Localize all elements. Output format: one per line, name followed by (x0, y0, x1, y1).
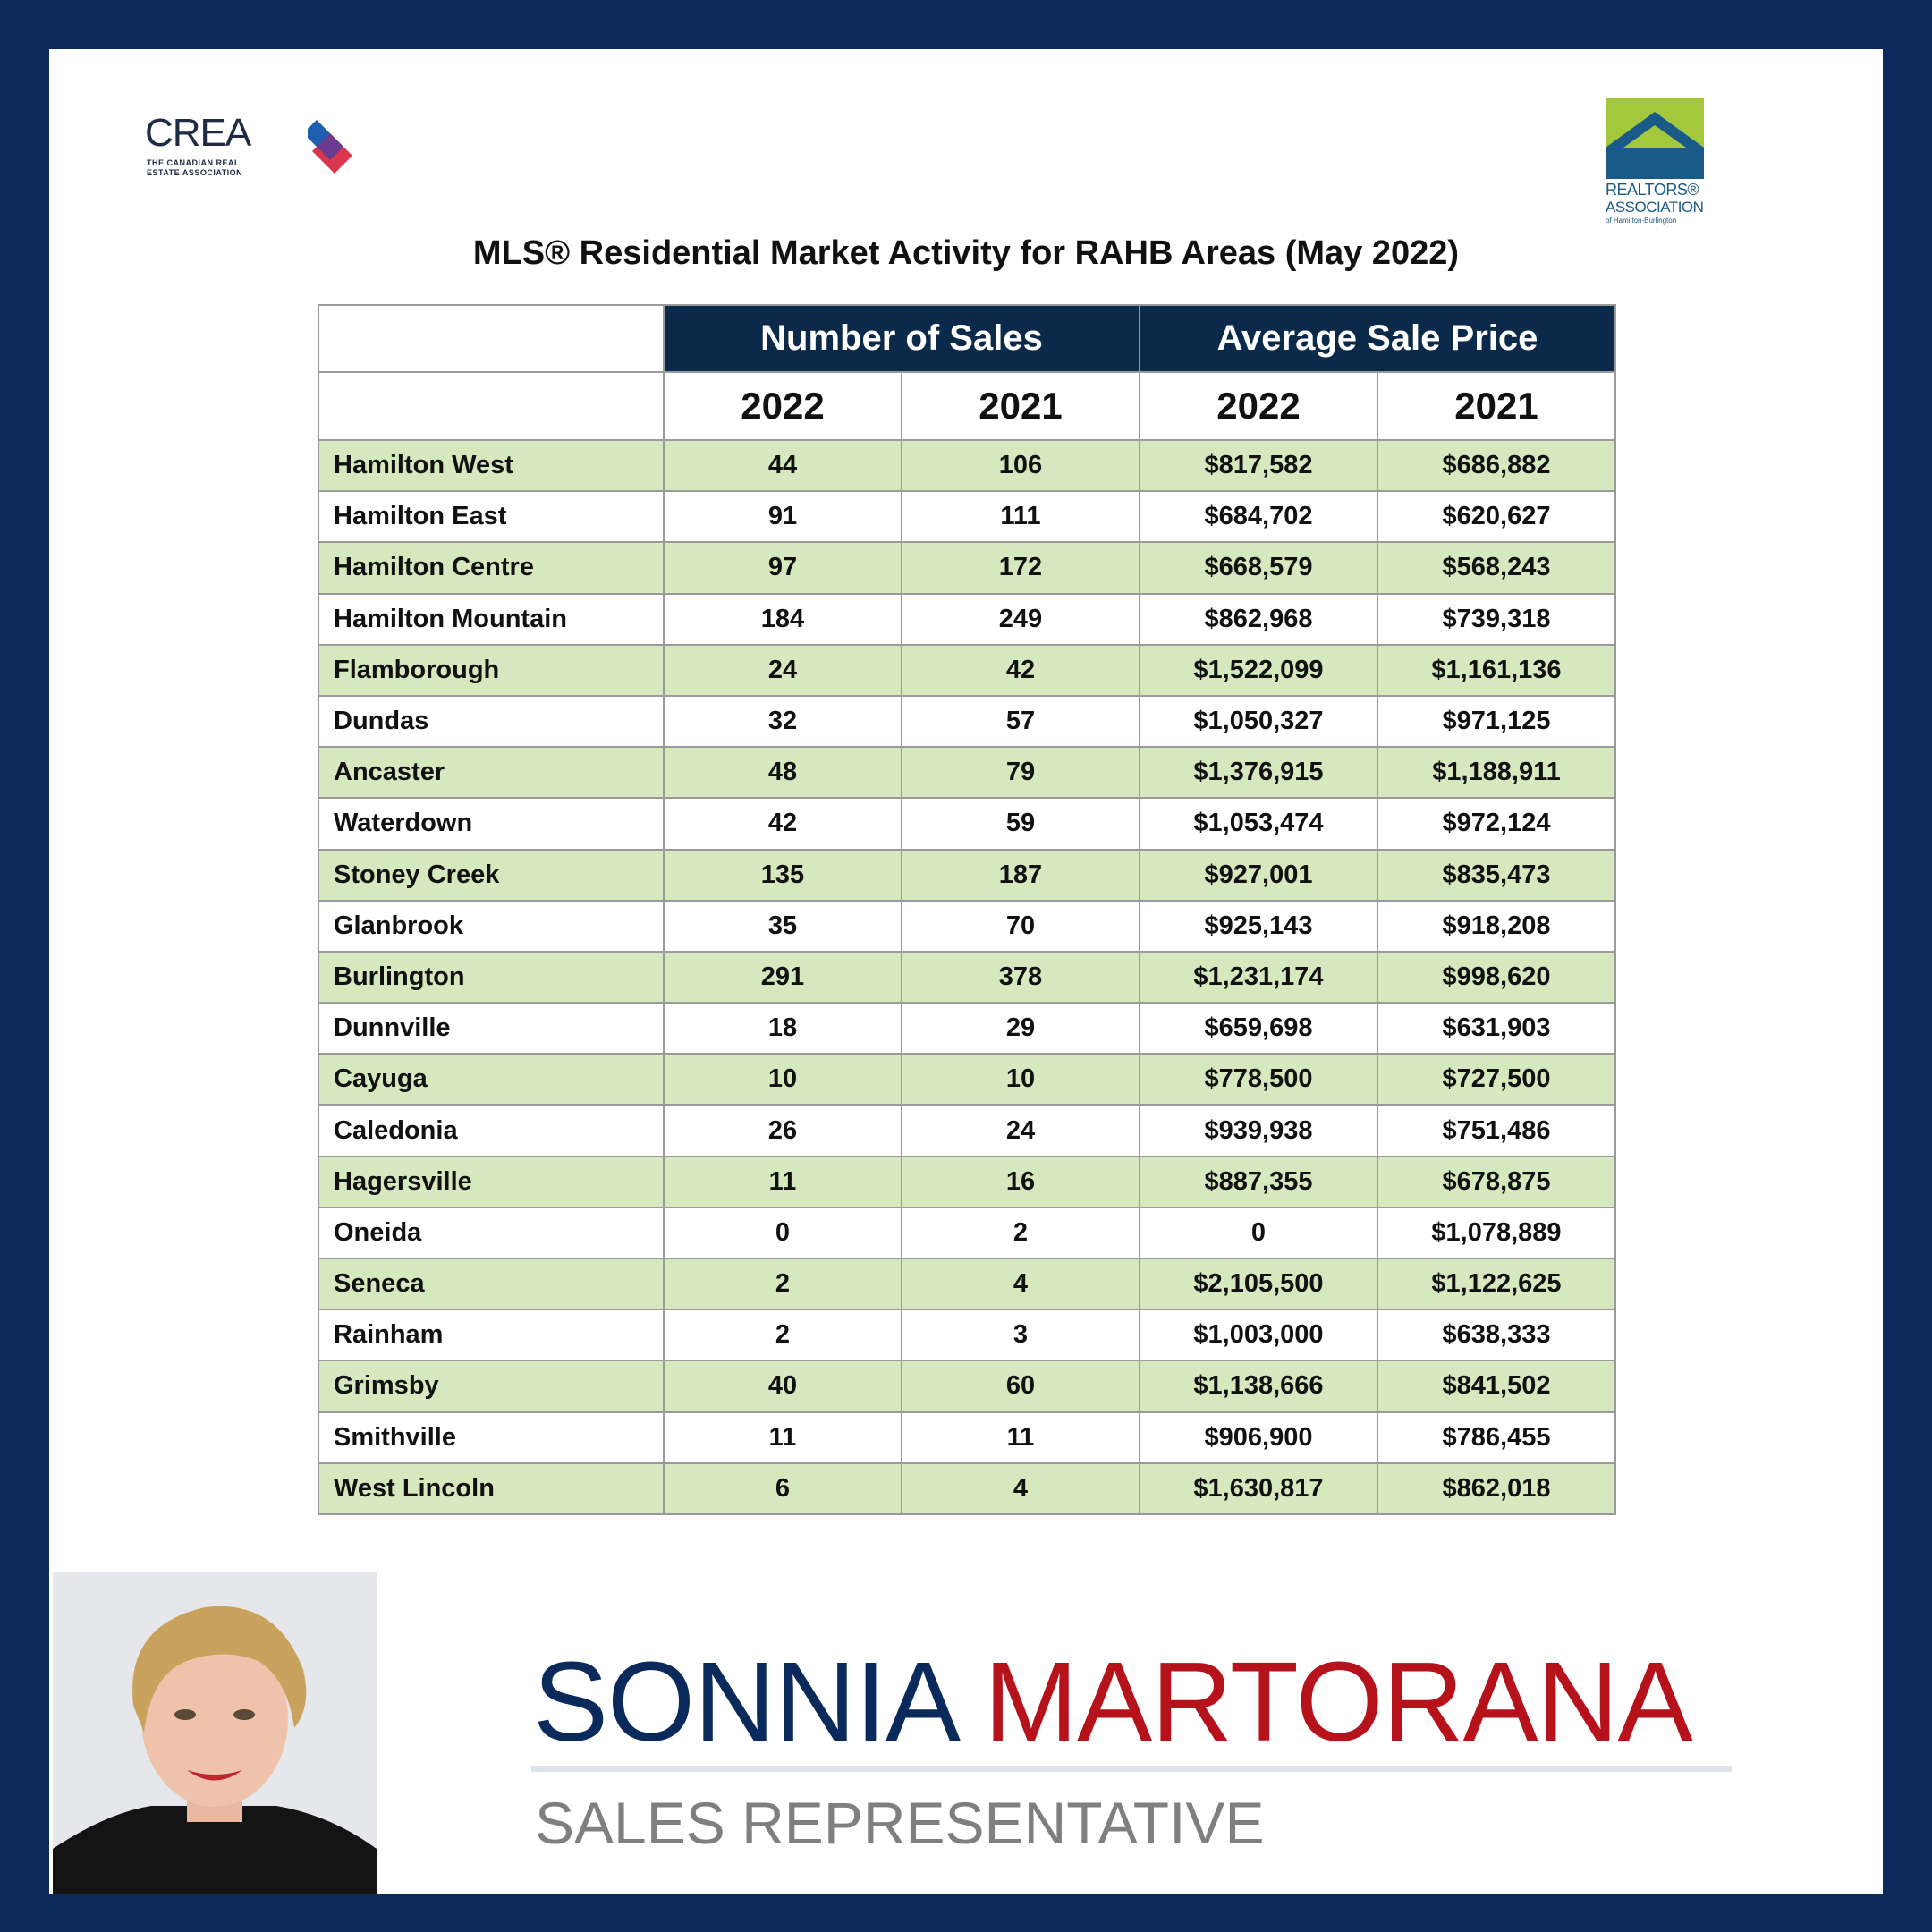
agent-name (533, 1637, 1692, 1767)
value-cell: $678,875 (1377, 1157, 1615, 1208)
table-row (318, 1003, 1615, 1054)
area-name-cell: Caledonia (318, 1105, 664, 1156)
value-cell: $998,620 (1377, 952, 1615, 1003)
table-row (318, 1054, 1615, 1105)
value-cell: 10 (664, 1054, 902, 1105)
table-row (318, 747, 1615, 798)
area-name-cell: Cayuga (318, 1054, 664, 1105)
table-row (318, 594, 1615, 645)
value-cell: 29 (902, 1003, 1140, 1054)
empty-year-cell (318, 372, 664, 440)
value-cell: 172 (902, 542, 1140, 593)
value-cell: 187 (902, 850, 1140, 901)
value-cell: $927,001 (1140, 850, 1377, 901)
table-row (318, 1208, 1615, 1258)
value-cell: $568,243 (1377, 542, 1615, 593)
value-cell: 18 (664, 1003, 902, 1054)
value-cell: $841,502 (1377, 1360, 1615, 1411)
value-cell: 57 (902, 696, 1140, 747)
crea-diamond-icon (308, 120, 352, 174)
page-title: MLS® Residential Market Activity for RAHB Areas (May 2022) (472, 234, 1460, 272)
area-name-cell: Oneida (318, 1208, 664, 1258)
value-cell: 97 (664, 542, 902, 593)
group-header-price: Average Sale Price (1140, 305, 1615, 372)
table-row (318, 645, 1615, 696)
table-row (318, 491, 1615, 542)
value-cell: 111 (902, 491, 1140, 542)
area-name-cell: Smithville (318, 1412, 664, 1463)
value-cell: $1,188,911 (1377, 747, 1615, 798)
value-cell: 44 (664, 440, 902, 491)
area-name-cell: Glanbrook (318, 901, 664, 952)
value-cell: 70 (902, 901, 1140, 952)
value-cell: 378 (902, 952, 1140, 1003)
crea-logo-subtitle: THE CANADIAN REAL ESTATE ASSOCIATION (147, 158, 243, 177)
rahb-logo-line3: of Hamilton-Burlington (1606, 216, 1677, 225)
value-cell: 26 (664, 1105, 902, 1156)
value-cell: $686,882 (1377, 440, 1615, 491)
value-cell: $727,500 (1377, 1054, 1615, 1105)
agent-first-name: SONNIA (533, 1639, 954, 1765)
value-cell: 249 (902, 594, 1140, 645)
value-cell: 60 (902, 1360, 1140, 1411)
table-row (318, 1309, 1615, 1360)
value-cell: $1,522,099 (1140, 645, 1377, 696)
area-name-cell: Dundas (318, 696, 664, 747)
area-name-cell: Seneca (318, 1258, 664, 1309)
value-cell: $638,333 (1377, 1309, 1615, 1360)
value-cell: $2,105,500 (1140, 1258, 1377, 1309)
value-cell: 59 (902, 798, 1140, 849)
value-cell: $971,125 (1377, 696, 1615, 747)
area-name-cell: Hagersville (318, 1157, 664, 1208)
value-cell: $1,122,625 (1377, 1258, 1615, 1309)
value-cell: $862,968 (1140, 594, 1377, 645)
market-activity-table (318, 304, 1614, 1515)
data-table (318, 304, 1616, 1515)
area-name-cell: Ancaster (318, 747, 664, 798)
table-body (318, 440, 1615, 1514)
value-cell: $887,355 (1140, 1157, 1377, 1208)
value-cell: 106 (902, 440, 1140, 491)
crea-logo (145, 111, 360, 227)
value-cell: 11 (664, 1412, 902, 1463)
value-cell: 91 (664, 491, 902, 542)
value-cell: $1,138,666 (1140, 1360, 1377, 1411)
agent-role: SALES REPRESENTATIVE (535, 1790, 1265, 1856)
area-name-cell: Flamborough (318, 645, 664, 696)
value-cell: $817,582 (1140, 440, 1377, 491)
value-cell: $1,161,136 (1377, 645, 1615, 696)
area-name-cell: Hamilton East (318, 491, 664, 542)
area-name-cell: Rainham (318, 1309, 664, 1360)
table-row (318, 901, 1615, 952)
area-name-cell: Hamilton West (318, 440, 664, 491)
table-row (318, 1157, 1615, 1208)
area-name-cell: Waterdown (318, 798, 664, 849)
table-row (318, 850, 1615, 901)
area-name-cell: Dunnville (318, 1003, 664, 1054)
value-cell: $786,455 (1377, 1412, 1615, 1463)
value-cell: 0 (1140, 1208, 1377, 1258)
rahb-house-icon (1606, 98, 1704, 179)
value-cell: $1,003,000 (1140, 1309, 1377, 1360)
year-header: 2021 (902, 372, 1140, 440)
agent-portrait-image (53, 1572, 377, 1894)
value-cell: 135 (664, 850, 902, 901)
name-divider (531, 1766, 1732, 1772)
value-cell: $751,486 (1377, 1105, 1615, 1156)
value-cell: 24 (902, 1105, 1140, 1156)
agent-photo (53, 1572, 377, 1894)
value-cell: $778,500 (1140, 1054, 1377, 1105)
value-cell: 24 (664, 645, 902, 696)
value-cell: $939,938 (1140, 1105, 1377, 1156)
value-cell: 48 (664, 747, 902, 798)
rahb-logo-line2: ASSOCIATION (1606, 199, 1704, 216)
year-header: 2021 (1377, 372, 1615, 440)
area-name-cell: Hamilton Centre (318, 542, 664, 593)
table-row (318, 1463, 1615, 1514)
value-cell: 0 (664, 1208, 902, 1258)
value-cell: 6 (664, 1463, 902, 1514)
value-cell: 291 (664, 952, 902, 1003)
table-row (318, 798, 1615, 849)
value-cell: $906,900 (1140, 1412, 1377, 1463)
table-row (318, 1360, 1615, 1411)
value-cell: 3 (902, 1309, 1140, 1360)
table-row (318, 1105, 1615, 1156)
value-cell: $659,698 (1140, 1003, 1377, 1054)
value-cell: 35 (664, 901, 902, 952)
area-name-cell: Hamilton Mountain (318, 594, 664, 645)
rahb-logo-line1: REALTORS® (1606, 181, 1699, 199)
value-cell: $631,903 (1377, 1003, 1615, 1054)
group-header-sales: Number of Sales (664, 305, 1140, 372)
value-cell: 4 (902, 1463, 1140, 1514)
value-cell: 42 (664, 798, 902, 849)
area-name-cell: Burlington (318, 952, 664, 1003)
value-cell: 2 (902, 1208, 1140, 1258)
value-cell: $1,376,915 (1140, 747, 1377, 798)
value-cell: 11 (664, 1157, 902, 1208)
table-row (318, 542, 1615, 593)
agent-last-name: MARTORANA (984, 1639, 1692, 1765)
value-cell: 79 (902, 747, 1140, 798)
value-cell: 40 (664, 1360, 902, 1411)
table-row (318, 952, 1615, 1003)
value-cell: 42 (902, 645, 1140, 696)
crea-logo-text: CREA (145, 111, 251, 155)
value-cell: $684,702 (1140, 491, 1377, 542)
value-cell: $862,018 (1377, 1463, 1615, 1514)
value-cell: 2 (664, 1258, 902, 1309)
value-cell: $925,143 (1140, 901, 1377, 952)
area-name-cell: Grimsby (318, 1360, 664, 1411)
value-cell: 16 (902, 1157, 1140, 1208)
value-cell: 184 (664, 594, 902, 645)
value-cell: $835,473 (1377, 850, 1615, 901)
value-cell: $1,231,174 (1140, 952, 1377, 1003)
value-cell: $972,124 (1377, 798, 1615, 849)
value-cell: 4 (902, 1258, 1140, 1309)
area-name-cell: West Lincoln (318, 1463, 664, 1514)
table-row (318, 440, 1615, 491)
year-header: 2022 (664, 372, 902, 440)
value-cell: 32 (664, 696, 902, 747)
value-cell: $1,078,889 (1377, 1208, 1615, 1258)
area-name-cell: Stoney Creek (318, 850, 664, 901)
value-cell: $739,318 (1377, 594, 1615, 645)
value-cell: 10 (902, 1054, 1140, 1105)
value-cell: $1,050,327 (1140, 696, 1377, 747)
value-cell: $1,630,817 (1140, 1463, 1377, 1514)
value-cell: $668,579 (1140, 542, 1377, 593)
value-cell: 11 (902, 1412, 1140, 1463)
year-header: 2022 (1140, 372, 1377, 440)
empty-header-cell (318, 305, 664, 372)
value-cell: $918,208 (1377, 901, 1615, 952)
table-row (318, 1412, 1615, 1463)
rahb-logo (1606, 98, 1722, 233)
value-cell: 2 (664, 1309, 902, 1360)
value-cell: $620,627 (1377, 491, 1615, 542)
table-row (318, 696, 1615, 747)
table-row (318, 1258, 1615, 1309)
value-cell: $1,053,474 (1140, 798, 1377, 849)
